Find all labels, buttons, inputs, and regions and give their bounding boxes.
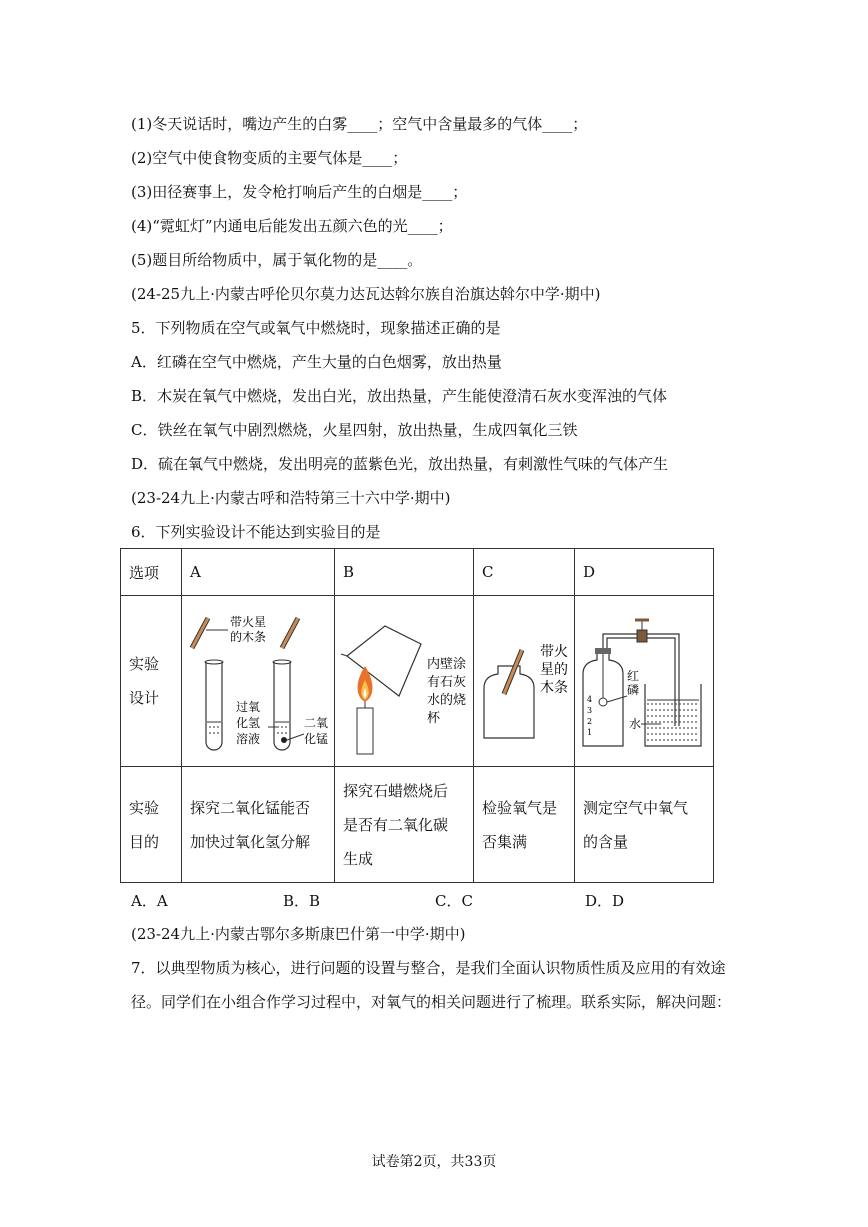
svg-text:过氧: 过氧 [236, 700, 261, 714]
header-cell: C [474, 549, 575, 596]
question-6-options [131, 890, 731, 910]
svg-text:内壁涂: 内壁涂 [427, 657, 467, 672]
question-7-source: (23-24九上·内蒙古鄂尔多斯康巴什第一中学·期中) [131, 925, 466, 943]
question-5-option-a: A．红磷在空气中燃烧，产生大量的白色烟雾，放出热量 [131, 353, 502, 371]
question-4-part-2: (2)空气中使食物变质的主要气体是____； [131, 149, 408, 167]
row-label-purpose: 实验 目的 [121, 767, 182, 883]
header-cell: D [575, 549, 714, 596]
option-c: C．C [435, 892, 473, 910]
question-4-part-1: (1)冬天说话时，嘴边产生的白雾____；空气中含量最多的气体____； [131, 115, 588, 133]
svg-text:有石灰: 有石灰 [427, 675, 467, 690]
svg-text:磷: 磷 [627, 683, 640, 697]
question-4-part-5: (5)题目所给物质中，属于氧化物的是____。 [131, 251, 423, 269]
question-5-option-d: D．硫在氧气中燃烧，发出明亮的蓝紫色光，放出热量，有刺激性气味的气体产生 [131, 455, 669, 473]
question-7-stem-line-1: 7．以典型物质为核心，进行问题的设置与整合，是我们全面认识物质性质及应用的有效途 [131, 959, 726, 977]
svg-text:4: 4 [587, 695, 593, 704]
svg-text:3: 3 [587, 706, 593, 715]
question-7-stem-line-2: 径。同学们在小组合作学习过程中，对氧气的相关问题进行了梳理。联系实际，解决问题： [131, 993, 732, 1011]
question-4-part-3: (3)田径赛事上，发令枪打响后产生的白烟是____； [131, 183, 468, 201]
svg-text:带火星: 带火星 [230, 615, 267, 629]
gas-jar-figure [474, 596, 574, 766]
page-footer: 试卷第2页，共33页 [371, 1154, 497, 1170]
svg-text:2: 2 [587, 717, 593, 726]
figure-a-cell [182, 596, 335, 767]
question-4-part-4: (4)“霓虹灯”内通电后能发出五颜六色的光____； [131, 217, 453, 235]
purpose-a: 探究二氧化锰能否 加快过氧化氢分解 [182, 767, 335, 883]
header-cell: A [182, 549, 335, 596]
option-b: B．B [283, 892, 321, 910]
purpose-d: 测定空气中氧气 的含量 [575, 767, 714, 883]
svg-text:化氢: 化氢 [236, 716, 261, 730]
figure-b-cell [335, 596, 474, 767]
purpose-c: 检验氧气是 否集满 [474, 767, 575, 883]
purpose-b: 探究石蜡燃烧后 是否有二氧化碳 生成 [335, 767, 474, 883]
question-5-option-b: B．木炭在氧气中燃烧，发出白光，放出热量，产生能使澄清石灰水变浑浊的气体 [131, 387, 668, 405]
experiment-table [120, 548, 714, 883]
design-row [121, 596, 714, 767]
svg-text:木条: 木条 [540, 680, 568, 696]
svg-text:红: 红 [627, 669, 640, 683]
svg-text:的木条: 的木条 [230, 630, 267, 644]
test-tubes-figure [182, 596, 334, 766]
row-label-design: 实验 设计 [121, 596, 182, 767]
svg-text:星的: 星的 [540, 662, 568, 678]
table-header-row [121, 549, 714, 596]
header-cell: B [335, 549, 474, 596]
figure-d-cell [575, 596, 714, 767]
svg-text:水: 水 [629, 717, 642, 731]
question-6-stem: 6．下列实验设计不能达到实验目的是 [131, 523, 381, 541]
purpose-row [121, 767, 714, 883]
svg-text:1: 1 [587, 728, 593, 737]
header-cell: 选项 [121, 549, 182, 596]
question-5-source: (24-25九上·内蒙古呼伦贝尔莫力达瓦达斡尔族自治旗达斡尔中学·期中) [131, 285, 601, 303]
svg-text:杯: 杯 [427, 711, 441, 726]
oxygen-content-apparatus-figure [575, 596, 711, 766]
svg-text:溶液: 溶液 [236, 732, 261, 746]
candle-beaker-figure [335, 596, 473, 766]
figure-c-cell [474, 596, 575, 767]
question-5-option-c: C．铁丝在氧气中剧烈燃烧，火星四射，放出热量，生成四氧化三铁 [131, 421, 578, 439]
svg-text:二氧: 二氧 [304, 716, 329, 730]
option-d: D．D [585, 892, 625, 910]
question-6-source: (23-24九上·内蒙古呼和浩特第三十六中学·期中) [131, 489, 451, 507]
option-a: A．A [131, 892, 168, 910]
svg-text:带火: 带火 [540, 644, 568, 660]
svg-text:化锰: 化锰 [304, 732, 329, 746]
question-5-stem: 5．下列物质在空气或氧气中燃烧时，现象描述正确的是 [131, 319, 501, 337]
svg-text:水的烧: 水的烧 [427, 693, 467, 708]
